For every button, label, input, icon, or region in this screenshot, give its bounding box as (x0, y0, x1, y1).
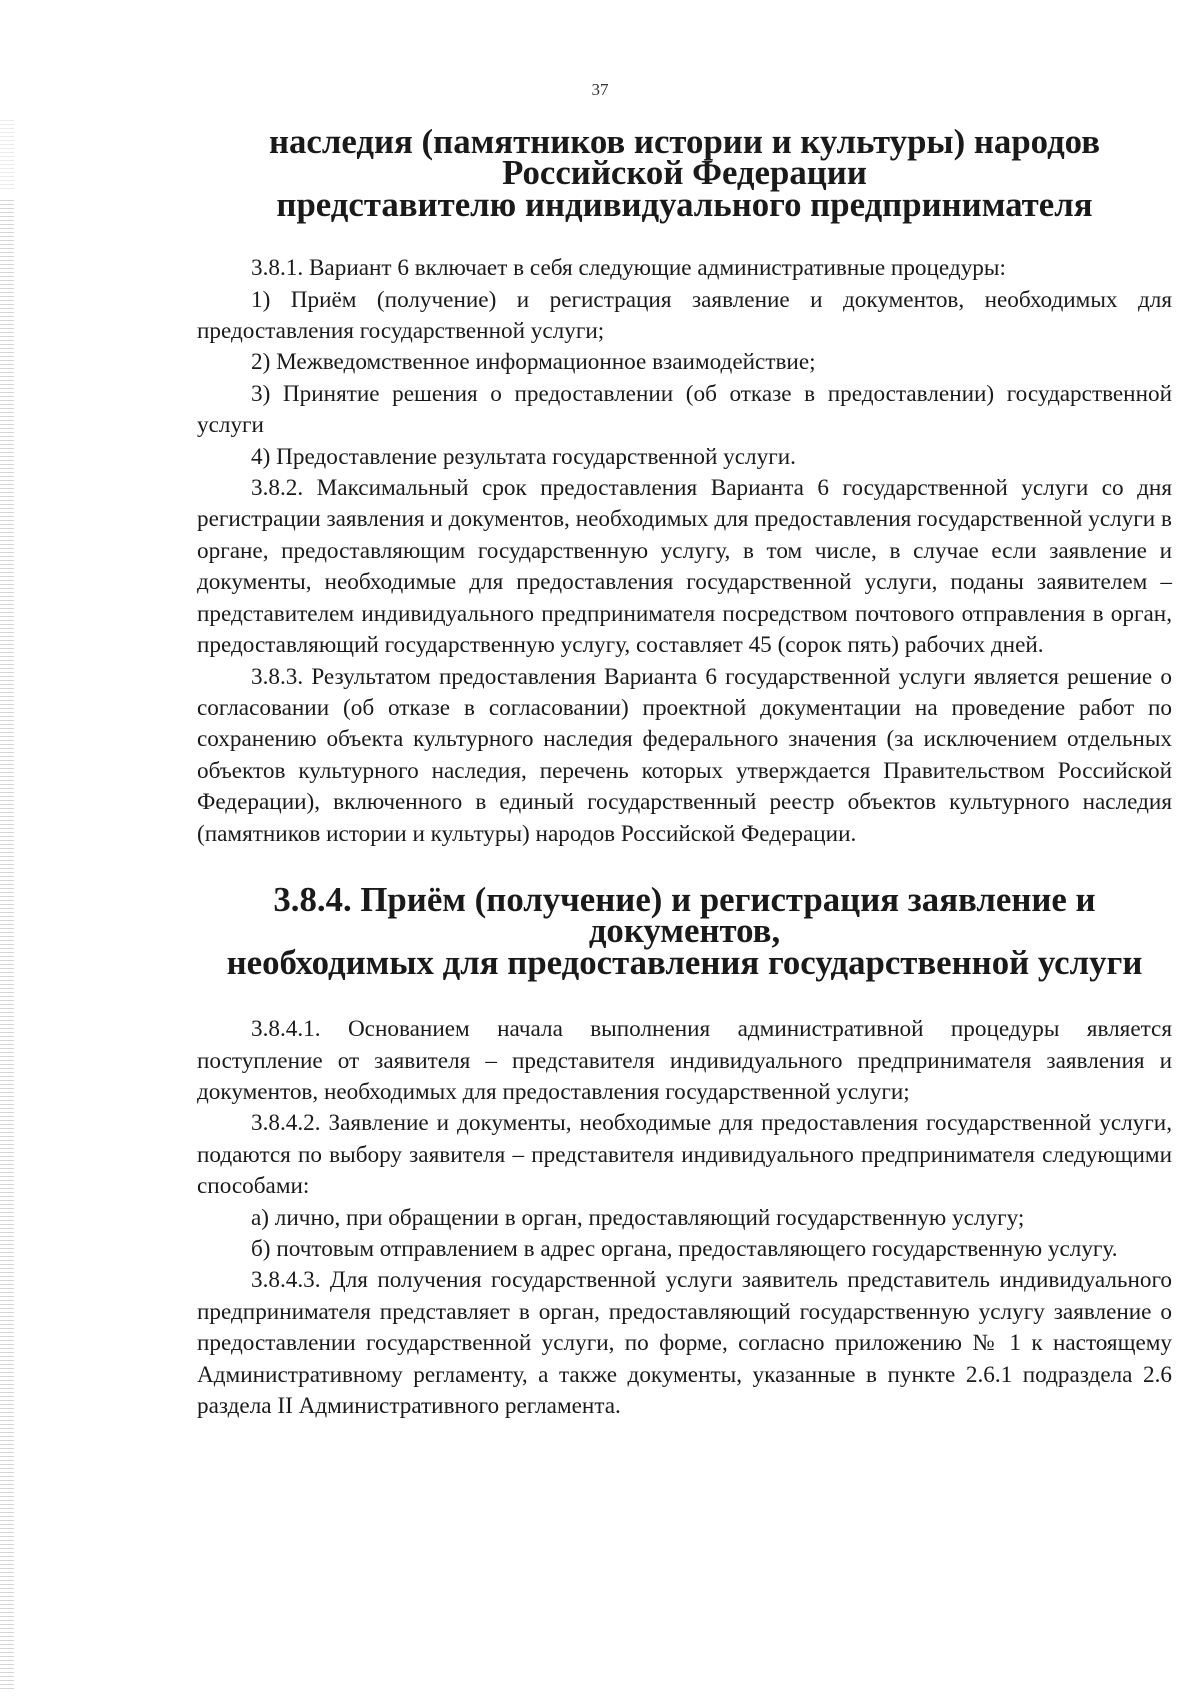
heading-line: представителю индивидуального предпринимателя (276, 184, 1093, 224)
paragraph-3-8-4-3: 3.8.4.3. Для получения государственной услуги заявитель представитель индивидуального предпринимателя представляет в орган, предоставляющий государственную услугу заявление о предоставлении государственной услуги, по форме, согласно приложению № 1 к настоящему Административному регламенту, а также документы, указанные в пункте 2.6.1 подраздела 2.6 раздела II Административного регламента. (197, 1267, 1172, 1420)
scan-edge-artifact (0, 200, 14, 1690)
section-heading-3-8-4 (197, 879, 1172, 982)
document-body (197, 122, 1172, 1422)
scan-edge-artifact (0, 120, 14, 190)
paragraph-3-8-1: 3.8.1. Вариант 6 включает в себя следующие административные процедуры: (251, 255, 1006, 282)
page-number: 37 (591, 80, 609, 99)
list-item-2: 2) Межведомственное информационное взаимодействие; (251, 349, 816, 376)
continued-heading (197, 122, 1172, 224)
list-item-4: 4) Предоставление результата государственной услуги. (251, 443, 796, 470)
list-item-1: 1) Приём (получение) и регистрация заявление и документов, необходимых для предоставления государственной услуги; (197, 286, 1172, 345)
heading-line: наследия (памятников истории и культуры) народов Российской Федерации (268, 122, 1100, 193)
paragraph-3-8-4-2: 3.8.4.2. Заявление и документы, необходимые для предоставления государственной услуги, подаются по выбору заявителя – представителя индивидуального предпринимателя следующими способами: (197, 1110, 1172, 1200)
list-item-3: 3) Принятие решения о предоставлении (об отказе в предоставлении) государственной услуги (197, 380, 1172, 439)
list-item-b: б) почтовым отправлением в адрес органа, предоставляющего государственную услугу. (251, 1236, 1118, 1262)
list-item-a: а) лично, при обращении в орган, предоставляющий государственную услугу; (251, 1204, 1025, 1231)
paragraph-3-8-4-1: 3.8.4.1. Основанием начала выполнения административной процедуры является поступление от заявителя – представителя индивидуального предпринимателя заявления и документов, необходимых для предоставления государственной услуги; (197, 1016, 1172, 1105)
heading-line: необходимых для предоставления государственной услуги (226, 942, 1143, 982)
heading-line: 3.8.4. Приём (получение) и регистрация заявление и документов, (273, 879, 1096, 951)
paragraph-3-8-3: 3.8.3. Результатом предоставления Варианта 6 государственной услуги является решение о согласовании (об отказе в согласовании) проектной документации на проведение работ по сохранению объекта культурного наследия федерального значения (за исключением отдельных объектов культурного наследия, перечень которых утверждается Правительством Российской Федерации), включенного в единый государственный реестр объектов культурного наследия (памятников истории и культуры) народов Российской Федерации. (197, 663, 1172, 847)
paragraph-3-8-2: 3.8.2. Максимальный срок предоставления Варианта 6 государственной услуги со дня регистрации заявления и документов, необходимых для предоставления государственной услуги в органе, предоставляющим государственную услугу, в том числе, в случае если заявление и документы, необходимые для предоставления государственной услуги, поданы заявителем – представителем индивидуального предпринимателя посредством почтового отправления в орган, предоставляющий государственную услугу, составляет 45 (сорок пять) рабочих дней. (197, 475, 1172, 659)
